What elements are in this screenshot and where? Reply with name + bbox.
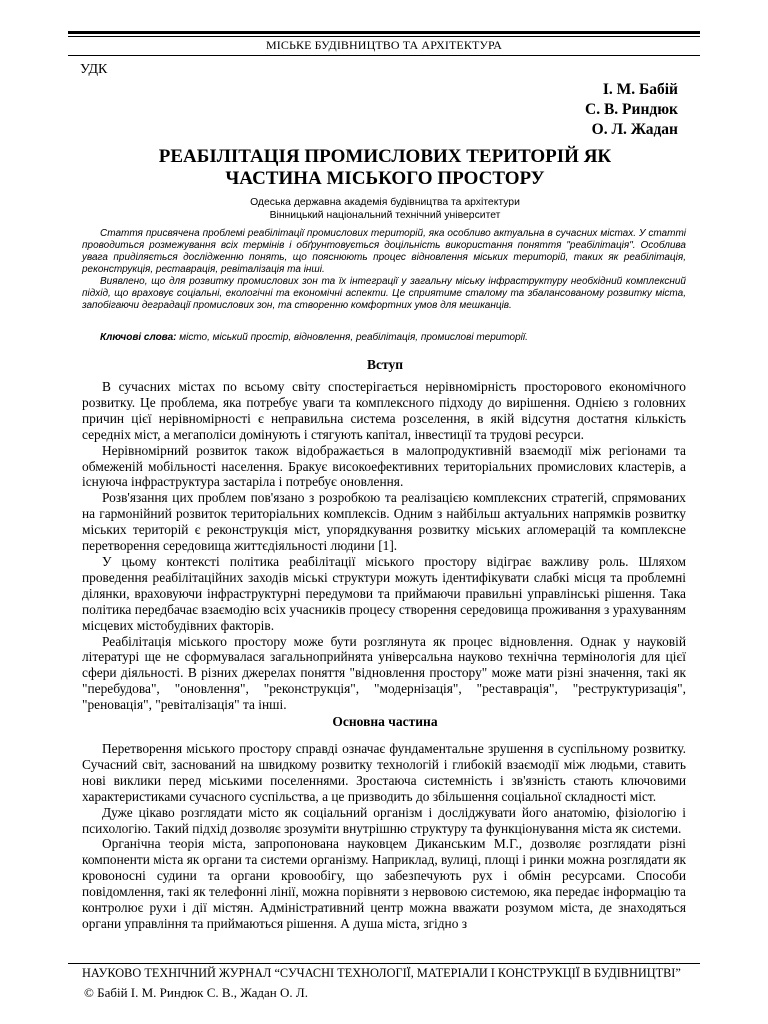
header-rule-bottom — [68, 55, 700, 56]
keywords — [82, 332, 686, 344]
intro-body — [82, 379, 686, 713]
abstract — [82, 228, 686, 312]
body-paragraph: Реабілітація міського простору може бути розглянута як процес відновлення. Однак у науковій літературі ще не сформувалася загальноприйнята універсальна науково технічна термінологія для цієї сфери діяльності. В різних джерелах поняття "відновлення простору" може мати різні значення, такі як "перебудова", "оновлення", "реконструкція", "модернізація", "реставрація", "реструктуризація", "реновація", "ревіталізація" та інші. — [82, 633, 686, 713]
footer-journal-title: НАУКОВО ТЕХНІЧНИЙ ЖУРНАЛ “СУЧАСНІ ТЕХНОЛОГІЇ, МАТЕРІАЛИ І КОНСТРУКЦІЇ В БУДІВНИЦТВІ” — [82, 966, 681, 980]
affiliation: Вінницький національний технічний університет — [269, 209, 501, 221]
body-paragraph: Нерівномірний розвиток також відображається в малопродуктивній взаємодії між регіонами та обмеженій мобільності населення. Бракує високоефективних територіальних промислових кластерів, а існуюча інфраструктура застаріла і потребує оновлення. — [82, 442, 686, 490]
body-paragraph: Розв'язання цих проблем пов'язано з розробкою та реалізацією комплексних стратегій, спрямованих на гармонійний розвиток територіальних комплексів. Одним з найбільш актуальних напрямків розвитку міських територій є реконструкція міст, упорядкування розвитку міських агломерацій та комплексне перетворення середовища життєдіяльності людини [1]. — [82, 490, 686, 554]
affiliation: Одеська державна академія будівництва та архітектури — [250, 197, 520, 208]
header-rule-thick — [68, 31, 700, 34]
author-name: І. М. Бабій — [602, 81, 678, 98]
main-body — [82, 741, 686, 932]
article-title-line: РЕАБІЛІТАЦІЯ ПРОМИСЛОВИХ ТЕРИТОРІЙ ЯК — [158, 146, 612, 167]
body-paragraph: У цьому контексті політика реабілітації міського простору відіграє важливу роль. Шляхом проведення реабілітаційних заходів міські структури можуть ідентифікувати слабкі місця та проблемні ділянки, враховуючи інфраструктурні передумови та приймаючи правильні управлінські рішення. Така політика передбачає взаємодію всіх учасників процесу створення середовища проживання з урахуванням місцевих містобудівних факторів. — [82, 553, 686, 633]
abstract-paragraph: Виявлено, що для розвитку промислових зон та їх інтеграції у загальну міську інфраструктуру необхідний комплексний підхід, що враховує соціальні, екологічні та економічні аспекти. Це сприятиме сталому та збалансованому розвитку міста, запобігаючи деградації промислових зон, та створенню комфортних умов для мешканців. — [82, 276, 686, 311]
header-rule-thin — [68, 36, 700, 37]
body-paragraph: В сучасних містах по всьому світу спостерігається нерівномірність просторового економічного розвитку. Це проблема, яка потребує уваги та комплексного підходу до вирішення. Однією з головних причин цієї нерівномірності є неправильна система розселення, в якій відсутня достатня кількість середніх міст, а мегаполіси домінують і стягують капітал, інвестиції та трудові ресурси. — [82, 379, 686, 442]
body-paragraph: Дуже цікаво розглядати місто як соціальний організм і досліджувати його анатомію, фізіологію і психологію. Такий підхід дозволяє зрозуміти внутрішню структуру та функціонування міста як системи. — [82, 804, 686, 836]
author-name: С. В. Риндюк — [585, 101, 678, 118]
author-list — [585, 80, 678, 140]
journal-section-title: МІСЬКЕ БУДІВНИЦТВО ТА АРХІТЕКТУРА — [266, 38, 502, 52]
keywords-label: Ключові слова: — [100, 332, 177, 343]
affiliations — [80, 197, 690, 222]
article-title — [80, 146, 690, 190]
section-title-main: Основна частина — [332, 714, 438, 729]
article-title-line: ЧАСТИНА МІСЬКОГО ПРОСТОРУ — [225, 168, 545, 189]
footer-copyright: © Бабій І. М. Риндюк С. В., Жадан О. Л. — [84, 985, 308, 1000]
footer-rule — [68, 963, 700, 964]
abstract-paragraph: Стаття присвячена проблемі реабілітації промислових територій, яка особливо актуальна в сучасних містах. У статті проводиться розмежування всіх термінів і обґрунтовується доцільність використання поняття "реабілітація". Особлива увага приділяється дослідженню понять, що пояснюють процес відновлення міських територій, таких як реабілітація, реконструкція, реставрація, ревіталізація та інші. — [82, 228, 686, 275]
author-name: О. Л. Жадан — [591, 121, 678, 138]
udk-label: УДК — [80, 62, 108, 77]
section-title-intro: Вступ — [367, 357, 403, 372]
keywords-text: місто, міський простір, відновлення, реабілітація, промислові території. — [176, 332, 528, 343]
body-paragraph: Перетворення міського простору справді означає фундаментальне зрушення в суспільному розвитку. Сучасний світ, заснований на швидкому розвитку технологій і глибокій взаємодії між людьми, ставить нові виклики перед міськими поселеннями. Зростаюча системність і зв'язність стають ключовими характеристиками сучасного суспільства, а це призводить до збільшення соціальної складності міст. — [82, 741, 686, 804]
body-paragraph: Органічна теорія міста, запропонована науковцем Диканським М.Г., дозволяє розглядати різні компоненти міста як органи та системи організму. Наприклад, вулиці, площі і ринки можна розглядати як кровоносні судини та органи кровообігу, що забезпечують рух і обмін ресурсами. Способи повідомлення, такі як телефонні лінії, можна порівняти з нервовою системою, яка передає інформацію та контролює рухи і дії містян. Адміністративний центр можна вважати розумом міста, де знаходяться органи управління та приймаються рішення. А душа міста, згідно з — [82, 836, 686, 931]
